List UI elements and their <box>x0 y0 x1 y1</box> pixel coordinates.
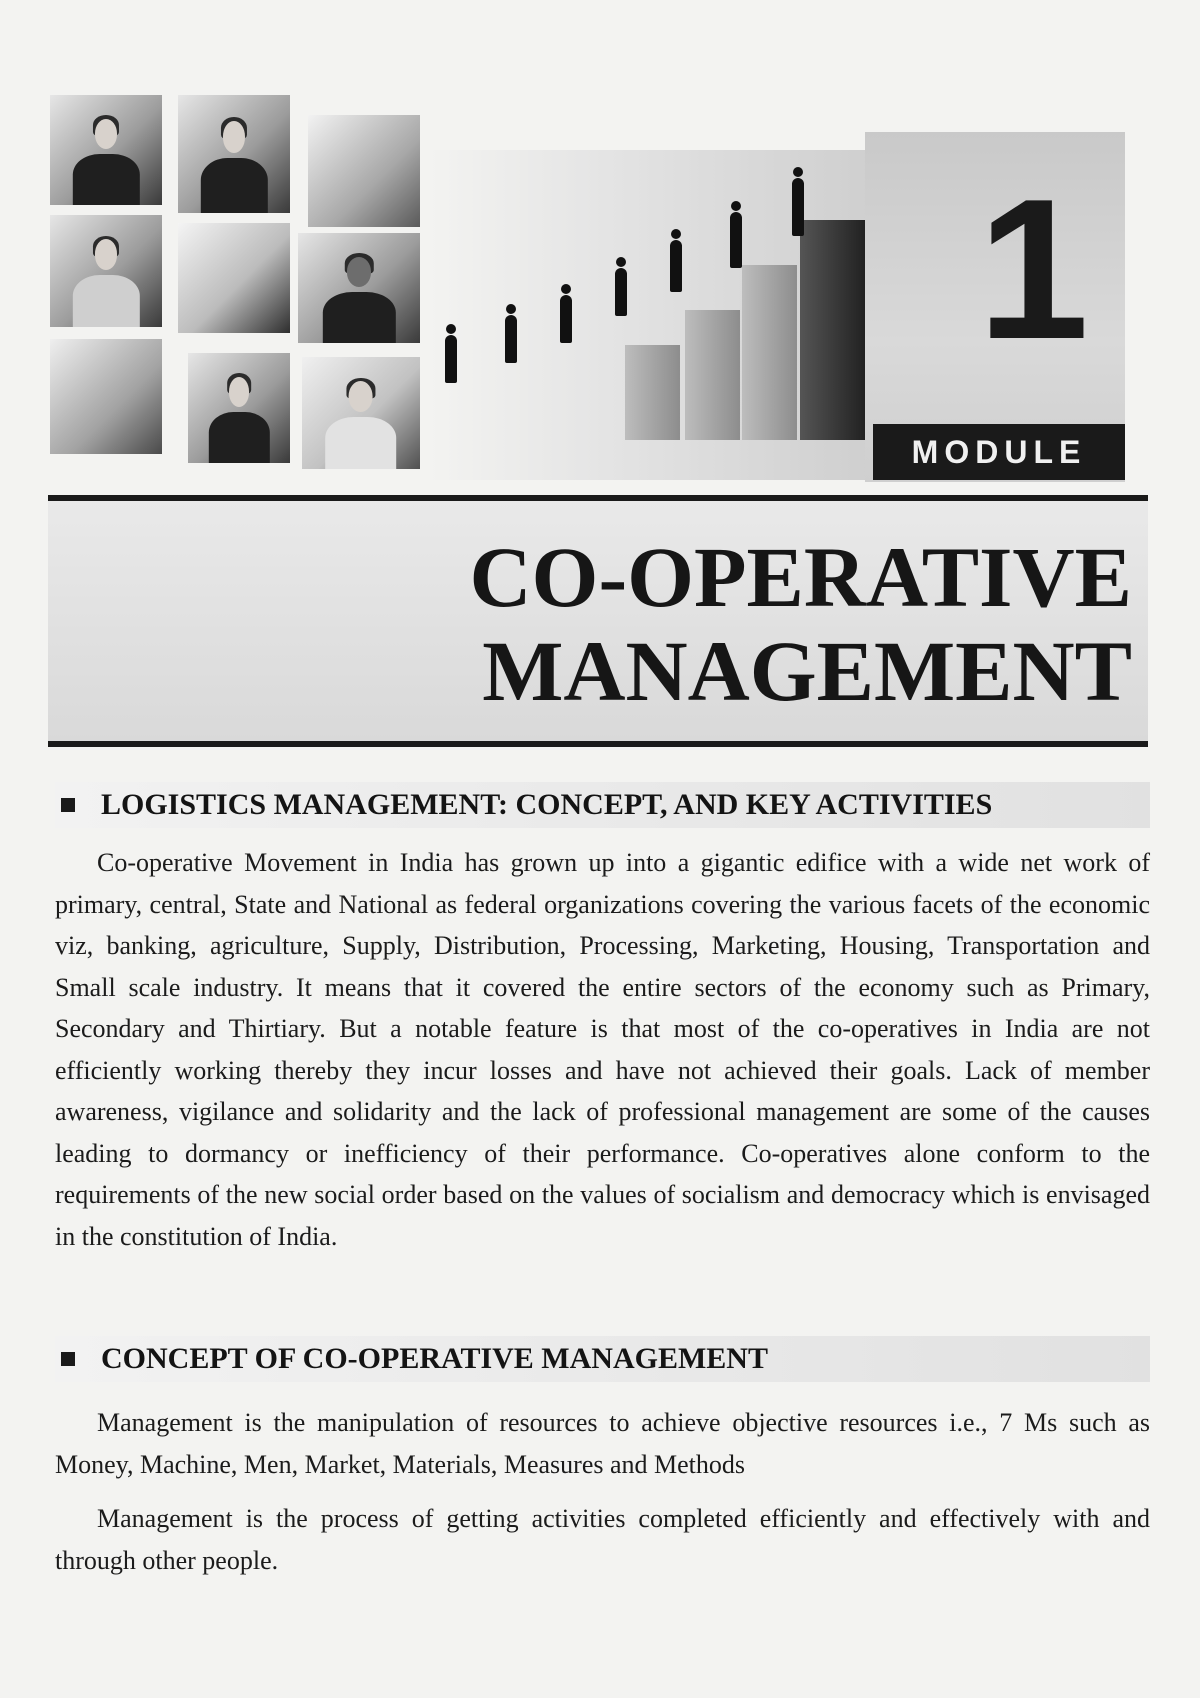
section-heading-concept <box>55 1336 1150 1382</box>
section-heading-text: CONCEPT OF CO-OPERATIVE MANAGEMENT <box>101 1342 768 1375</box>
business-team-photo <box>50 95 162 205</box>
handshake-photo <box>178 223 290 333</box>
photo-collage <box>50 95 430 480</box>
square-bullet-icon <box>61 1352 75 1366</box>
meeting-papers-photo <box>308 115 420 227</box>
module-label: MODULE <box>873 424 1125 480</box>
module-number: 1 <box>977 158 1089 381</box>
section-heading-text: LOGISTICS MANAGEMENT: CONCEPT, AND KEY ACTIVITIES <box>101 788 993 821</box>
silhouette-staircase-illustration <box>430 150 870 480</box>
paragraph: Management is the process of getting activities completed efficiently and effectively with and through other people. <box>55 1504 1150 1575</box>
chapter-title-line-2: MANAGEMENT <box>482 623 1132 719</box>
group-women-photo <box>302 357 420 469</box>
businessman-phone-photo <box>298 233 420 343</box>
chapter-title-banner <box>48 495 1148 747</box>
businesswoman-photo <box>178 95 290 213</box>
chapter-title-line-1: CO-OPERATIVE <box>469 529 1132 625</box>
paragraph: Co-operative Movement in India has grown up into a gigantic edifice with a wide net work of primary, central, State and National as federal organizations covering the various facets of the economic viz, banking, agriculture, Supply, Distribution, Processing, Marketing, Housing, Transportation and Small scale industry. It means that it covered the entire sectors of the economy such as Primary, Secondary and Thirtiary. But a notable feature is that most of the co-operatives in India are not efficiently working thereby they incur losses and have not achieved their goals. Lack of member awareness, vigilance and solidarity and the lack of professional management are some of the causes leading to dormancy or inefficiency of their performance. Co-operatives alone conform to the requirements of the new social order based on the values of socialism and democracy which is envisaged in the constitution of India. <box>55 848 1150 1251</box>
businessman-portrait-photo <box>188 353 290 463</box>
paragraph: Management is the manipulation of resources to achieve objective resources i.e., 7 Ms such as Money, Machine, Men, Market, Materials, Measures and Methods <box>55 1408 1150 1479</box>
section-heading-logistics <box>55 782 1150 828</box>
smiling-woman-photo <box>50 215 162 327</box>
square-bullet-icon <box>61 798 75 812</box>
desk-writing-photo <box>50 339 162 454</box>
module-box <box>865 132 1125 482</box>
